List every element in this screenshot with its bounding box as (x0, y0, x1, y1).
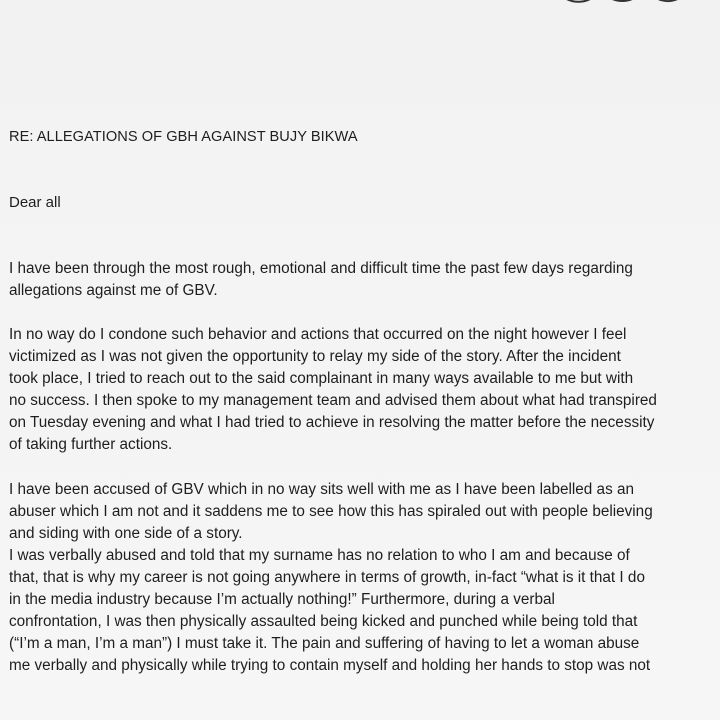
paragraph-2 (9, 324, 657, 456)
paragraph-1 (9, 258, 633, 302)
text-line: I was verbally abused and told that my surname has no relation to who I am and because of (9, 547, 630, 564)
salutation: Dear all (9, 194, 61, 211)
text-line: In no way do I condone such behavior and actions that occurred on the night however I feel (9, 326, 627, 343)
text-line: allegations against me of GBV. (9, 282, 218, 299)
text-line: on Tuesday evening and what I had tried to achieve in resolving the matter before the necessity (9, 414, 655, 431)
signature-logo-fragment (542, 0, 702, 8)
text-line: in the media industry because I’m actually nothing!” Furthermore, during a verbal (9, 591, 555, 608)
text-line: took place, I tried to reach out to the said complainant in many ways available to me but with (9, 370, 634, 387)
text-line: I have been accused of GBV which in no way sits well with me as I have been labelled as an (9, 481, 634, 498)
text-line: abuser which I am not and it saddens me to see how this has spiraled out with people believing (9, 503, 653, 520)
text-line: of taking further actions. (9, 436, 173, 453)
text-line: victimized as I was not given the opportunity to relay my side of the story. After the incident (9, 348, 621, 365)
text-line: and siding with one side of a story. (9, 525, 243, 542)
letter-subject: RE: ALLEGATIONS OF GBH AGAINST BUJY BIKWA (9, 129, 358, 145)
text-line: (“I’m a man, I’m a man”) I must take it. The pain and suffering of having to let a woman abuse (9, 635, 640, 652)
text-line: confrontation, I was then physically assaulted being kicked and punched while being told that (9, 613, 638, 630)
text-line: that, that is why my career is not going anywhere in terms of growth, in-fact “what is it that I do (9, 569, 645, 586)
paragraph-3 (9, 479, 653, 677)
text-line: I have been through the most rough, emotional and difficult time the past few days regarding (9, 260, 633, 277)
text-line: no success. I then spoke to my management team and advised them about what had transpired (9, 392, 657, 409)
text-line: me verbally and physically while trying to contain myself and holding her hands to stop was not (9, 657, 651, 674)
